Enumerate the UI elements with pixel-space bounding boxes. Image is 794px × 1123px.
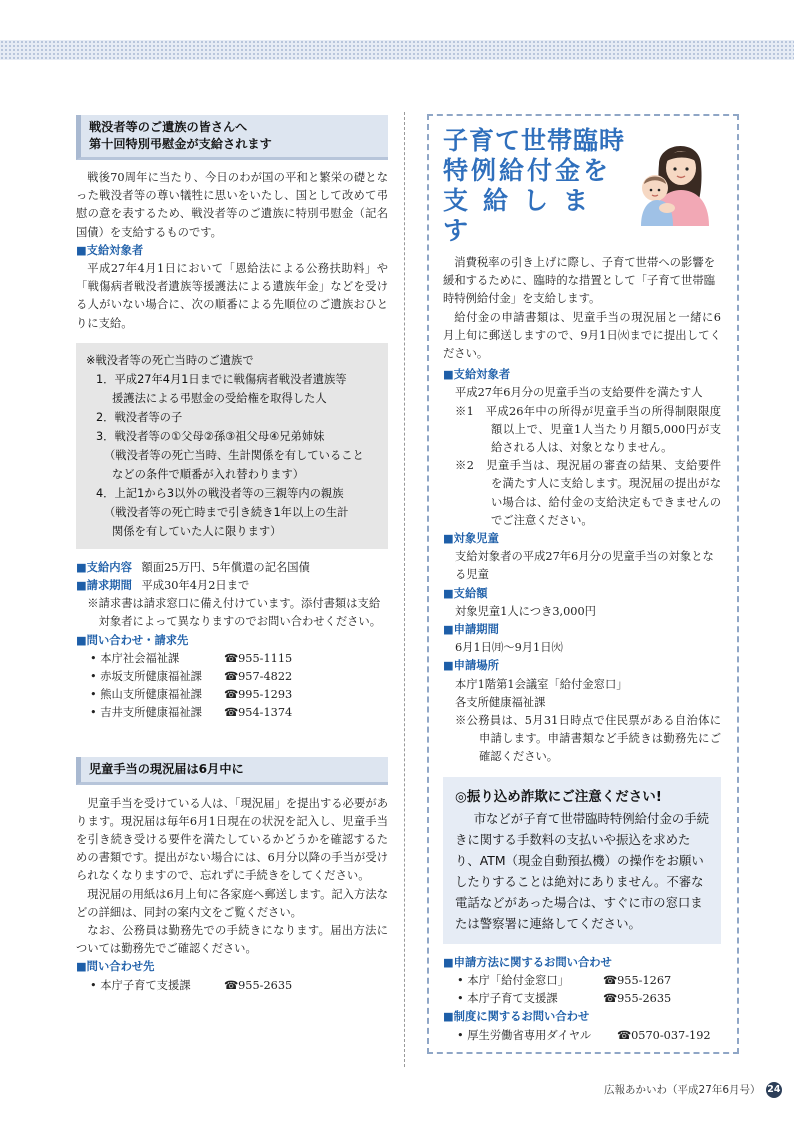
section-title-line-2: 第十回特別弔慰金が支給されます (89, 137, 272, 151)
contact-phone: ☎954-1374 (224, 706, 293, 720)
period-text: 平成30年4月2日まで (141, 579, 250, 593)
application-place-heading: ■申請場所 (443, 659, 499, 673)
benefit-paragraph-1: 消費税率の引き上げに際し、子育て世帯への影響を緩和するために、臨時的な措置として「子育て世帯臨時特例給付金」を支給します。 (443, 256, 715, 306)
inquiry-phone: ☎955-2635 (603, 992, 672, 1006)
contact-heading: ■問い合わせ・請求先 (76, 633, 189, 647)
allowance-paragraph-2: 現況届の用紙は6月上旬に各家庭へ郵送します。記入方法などの詳細は、同封の案内文をご覧ください。 (76, 887, 388, 919)
benefit-notice-box (427, 114, 739, 1054)
left-column (76, 115, 388, 995)
fraud-alert-box (443, 777, 721, 944)
footer-publication: 広報あかいわ（平成27年6月号） (604, 1084, 761, 1096)
application-place-note: ※公務員は、5月31日時点で住民票がある自治体に申請します。申請書類など手続きは勤務先にご確認ください。 (455, 714, 721, 764)
content-text: 額面25万円、5年償還の記名国債 (141, 560, 310, 574)
mother-child-illustration (629, 134, 717, 226)
contact-name: • 赤坂支所健康福祉課 (90, 670, 202, 684)
box-item-4: 4．上記1から3以外の戦没者等の三親等内の親族 (96, 486, 344, 500)
benefit-title-line-2: 特例給付金を (443, 156, 612, 185)
application-inquiry-heading: ■申請方法に関するお問い合わせ (443, 955, 612, 969)
benefit-target-text: 平成27年6月分の児童手当の支給要件を満たす人 (455, 386, 703, 400)
contact-name: • 本庁子育て支援課 (90, 978, 191, 992)
box-item-2: 2．戦没者等の子 (96, 410, 183, 424)
period-heading: ■請求期間 (76, 579, 132, 593)
box-item-1: 1．平成27年4月1日までに戦傷病者戦没者遺族等 (96, 372, 347, 386)
box-item-3: 3．戦没者等の①父母②孫③祖父母④兄弟姉妹 (96, 429, 325, 443)
contact-name: • 本庁社会福祉課 (90, 651, 180, 665)
child-text: 支給対象者の平成27年6月分の児童手当の対象となる児童 (455, 550, 714, 582)
allowance-contact-heading: ■問い合わせ先 (76, 960, 155, 974)
inquiry-phone: ☎0570-037-192 (617, 1028, 711, 1042)
page-footer (604, 1082, 782, 1098)
child-heading: ■対象児童 (443, 532, 499, 546)
contact-item (76, 650, 388, 668)
contact-item (76, 704, 388, 722)
column-divider (404, 112, 405, 1067)
inquiry-item (443, 990, 721, 1008)
benefit-note-2: ※2 児童手当は、現況届の審査の結果、支給要件を満たす人に支給します。現況届の提出がない場合は、給付金の支給決定もできませんのでご注意ください。 (455, 459, 721, 527)
benefit-title-line-3: 支給します (443, 186, 604, 245)
allowance-paragraph-3: なお、公務員は勤務先での手続きになります。届出方法については勤務先でご確認ください。 (76, 924, 388, 956)
application-period-text: 6月1日㈪～9月1日㈫ (455, 641, 563, 655)
benefit-target-heading: ■支給対象者 (443, 368, 511, 382)
request-note: ※請求書は請求窓口に備え付けています。添付書類は支給対象者によって異なりますのでお問い合わせください。 (87, 597, 382, 629)
box-item-3-note-1: （戦没者等の死亡当時、生計関係を有していること (104, 448, 364, 462)
system-inquiry-heading: ■制度に関するお問い合わせ (443, 1010, 590, 1024)
inquiry-name: • 厚生労働省専用ダイヤル (457, 1028, 592, 1042)
amount-heading: ■支給額 (443, 586, 488, 600)
application-period-heading: ■申請期間 (443, 623, 499, 637)
inquiry-item (443, 1027, 721, 1045)
box-item-3-note-2: などの条件で順番が入れ替わります） (112, 467, 305, 481)
contact-phone: ☎955-1115 (224, 651, 293, 665)
inquiry-phone: ☎955-1267 (603, 973, 672, 987)
benefit-note-1: ※1 平成26年中の所得が児童手当の所得制限限度額以上で、児童1人当たり月額5,000円が支給される人は、対象となりません。 (455, 404, 721, 455)
box-item-1-cont: 援護法による弔慰金の受給権を取得した人 (112, 391, 327, 405)
section-title-line-1: 戦没者等のご遺族の皆さんへ (89, 120, 248, 134)
contact-name: • 吉井支所健康福祉課 (90, 706, 202, 720)
period-row (76, 577, 388, 595)
application-place-1: 本庁1階第1会議室「給付金窓口」 (455, 677, 628, 691)
inquiry-name: • 本庁「給付金窓口」 (457, 973, 569, 987)
inquiry-item (443, 972, 721, 990)
eligibility-box (76, 343, 388, 549)
benefit-paragraph-2: 給付金の申請書類は、児童手当の現況届と一緒に6月上旬に郵送しますので、9月1日㈫までに提出してください。 (443, 310, 721, 361)
page-number: 24 (766, 1082, 782, 1098)
box-item-4-note-1: （戦没者等の死亡時まで引き続き1年以上の生計 (104, 505, 349, 519)
contact-phone: ☎957-4822 (224, 670, 293, 684)
fraud-alert-title: ◎振り込め詐欺にご注意ください! (455, 788, 662, 805)
fraud-alert-body: 市などが子育て世帯臨時特例給付金の手続きに関する手数料の支払いや振込を求めたり、ATM（現金自動預払機）の操作をお願いしたりすることは絶対にありません。不審な電話などがあった場合は、すぐに市の窓口または警察署に連絡してください。 (455, 810, 710, 931)
contact-item (76, 686, 388, 704)
inquiry-section (443, 954, 721, 1045)
benefit-title (443, 126, 633, 246)
contact-phone: ☎955-2635 (224, 978, 293, 992)
benefit-title-line-1: 子育て世帯臨時 (443, 126, 626, 155)
allowance-paragraph-1: 児童手当を受けている人は、「現況届」を提出する必要があります。現況届は毎年6月1日現在の状況を記入し、児童手当を引き続き受ける要件を満たしているかどうかを確認するための書類です。提出がない場合には、6月分以降の手当が受けられなくなりますので、忘れずに手続きをしてください。 (76, 796, 388, 883)
contact-item (76, 668, 388, 686)
contact-list (76, 650, 388, 723)
benefit-body (443, 254, 721, 767)
contact-name: • 熊山支所健康福祉課 (90, 688, 202, 702)
header-band (0, 40, 794, 60)
section-title-child-allowance: 児童手当の現況届は6月中に (76, 757, 388, 785)
contact-phone: ☎995-1293 (224, 688, 293, 702)
target-heading: ■支給対象者 (76, 243, 144, 257)
application-place-2: 各支所健康福祉課 (455, 695, 546, 709)
inquiry-name: • 本庁子育て支援課 (457, 992, 558, 1006)
amount-text: 対象児童1人につき3,000円 (455, 604, 596, 618)
section-title-memorial (76, 115, 388, 160)
target-paragraph: 平成27年4月1日において「恩給法による公務扶助料」や「戦傷病者戦没者遺族等援護法による遺族年金」などを受ける人がいない場合に、次の順番による先順位のご遺族おひとりに支給。 (76, 262, 388, 330)
box-item-4-note-2: 関係を有していた人に限ります） (112, 524, 282, 538)
content-heading: ■支給内容 (76, 560, 132, 574)
intro-paragraph: 戦後70周年に当たり、今日のわが国の平和と繁栄の礎となった戦没者等の尊い犠牲に思いをいたし、国として改めて弔慰の意を表するため、戦没者等のご遺族に特別弔慰金（記名国債）を支給するものです。 (76, 171, 388, 239)
box-title: ※戦没者等の死亡当時のご遺族で (86, 353, 254, 367)
content-row (76, 559, 388, 577)
allowance-contact-item (76, 977, 388, 995)
